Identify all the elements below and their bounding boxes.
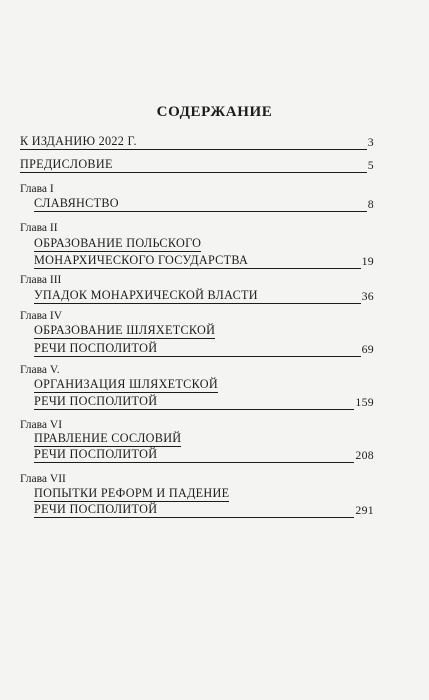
toc-page-number: 5: [367, 158, 374, 172]
toc-entry-title: ОБРАЗОВАНИЕ ПОЛЬСКОГО: [34, 236, 202, 250]
toc-line: [34, 196, 374, 212]
toc-line: [34, 486, 374, 502]
toc-entry-title: ПОПЫТКИ РЕФОРМ И ПАДЕНИЕ: [34, 486, 230, 500]
leader-line: [137, 149, 367, 150]
leader-line: [157, 462, 354, 463]
toc-entry-title: ОБРАЗОВАНИЕ ШЛЯХЕТСКОЙ: [34, 323, 216, 337]
toc-entry-title: ОРГАНИЗАЦИЯ ШЛЯХЕТСКОЙ: [34, 377, 218, 391]
toc-line: [34, 431, 374, 447]
toc-line: [34, 502, 374, 518]
toc-entry-title: РЕЧИ ПОСПОЛИТОЙ: [34, 447, 158, 461]
chapter-label: Глава VI: [20, 419, 63, 431]
toc-entry-title: МОНАРХИЧЕСКОГО ГОСУДАРСТВА: [34, 253, 249, 267]
chapter-label: Глава V.: [20, 364, 60, 376]
chapter-label: Глава VII: [20, 473, 66, 485]
toc-entry-title: РЕЧИ ПОСПОЛИТОЙ: [34, 502, 158, 516]
chapter-label: Глава III: [20, 274, 62, 286]
leader-line: [258, 303, 361, 304]
toc-line: [34, 323, 374, 339]
toc-entry-title: РЕЧИ ПОСПОЛИТОЙ: [34, 394, 158, 408]
chapter-label: Глава II: [20, 222, 58, 234]
toc-entry-title: РЕЧИ ПОСПОЛИТОЙ: [34, 341, 158, 355]
toc-line: [34, 377, 374, 393]
toc-line: [34, 341, 374, 357]
chapter-label: Глава I: [20, 183, 54, 195]
toc-entry-title: ПРАВЛЕНИЕ СОСЛОВИЙ: [34, 431, 182, 445]
toc-entry-title: УПАДОК МОНАРХИЧЕСКОЙ ВЛАСТИ: [34, 288, 258, 302]
toc-page-number: 69: [361, 342, 374, 356]
chapter-label: Глава IV: [20, 310, 63, 322]
toc-line: [34, 236, 374, 252]
toc-line: [20, 157, 374, 173]
toc-line: [20, 134, 374, 150]
toc-page-number: 159: [355, 395, 374, 409]
leader-line: [157, 356, 360, 357]
leader-line: [157, 517, 354, 518]
toc-entry-title: СЛАВЯНСТВО: [34, 196, 119, 210]
leader-line: [119, 211, 367, 212]
toc-page-number: 291: [355, 503, 374, 517]
leader-line: [157, 409, 354, 410]
toc-entry-title: ПРЕДИСЛОВИЕ: [20, 157, 113, 171]
toc-entry-title: К ИЗДАНИЮ 2022 Г.: [20, 134, 137, 148]
toc-page-number: 19: [361, 254, 374, 268]
toc-heading: СОДЕРЖАНИЕ: [156, 104, 273, 120]
toc-page-number: 8: [367, 197, 374, 211]
toc-page-number: 36: [361, 289, 374, 303]
toc-line: [34, 288, 374, 304]
leader-line: [248, 268, 360, 269]
toc-line: [34, 447, 374, 463]
toc-line: [34, 253, 374, 269]
toc-line: [34, 394, 374, 410]
toc-page-number: 208: [355, 448, 374, 462]
leader-line: [113, 172, 367, 173]
toc-page-number: 3: [367, 135, 374, 149]
